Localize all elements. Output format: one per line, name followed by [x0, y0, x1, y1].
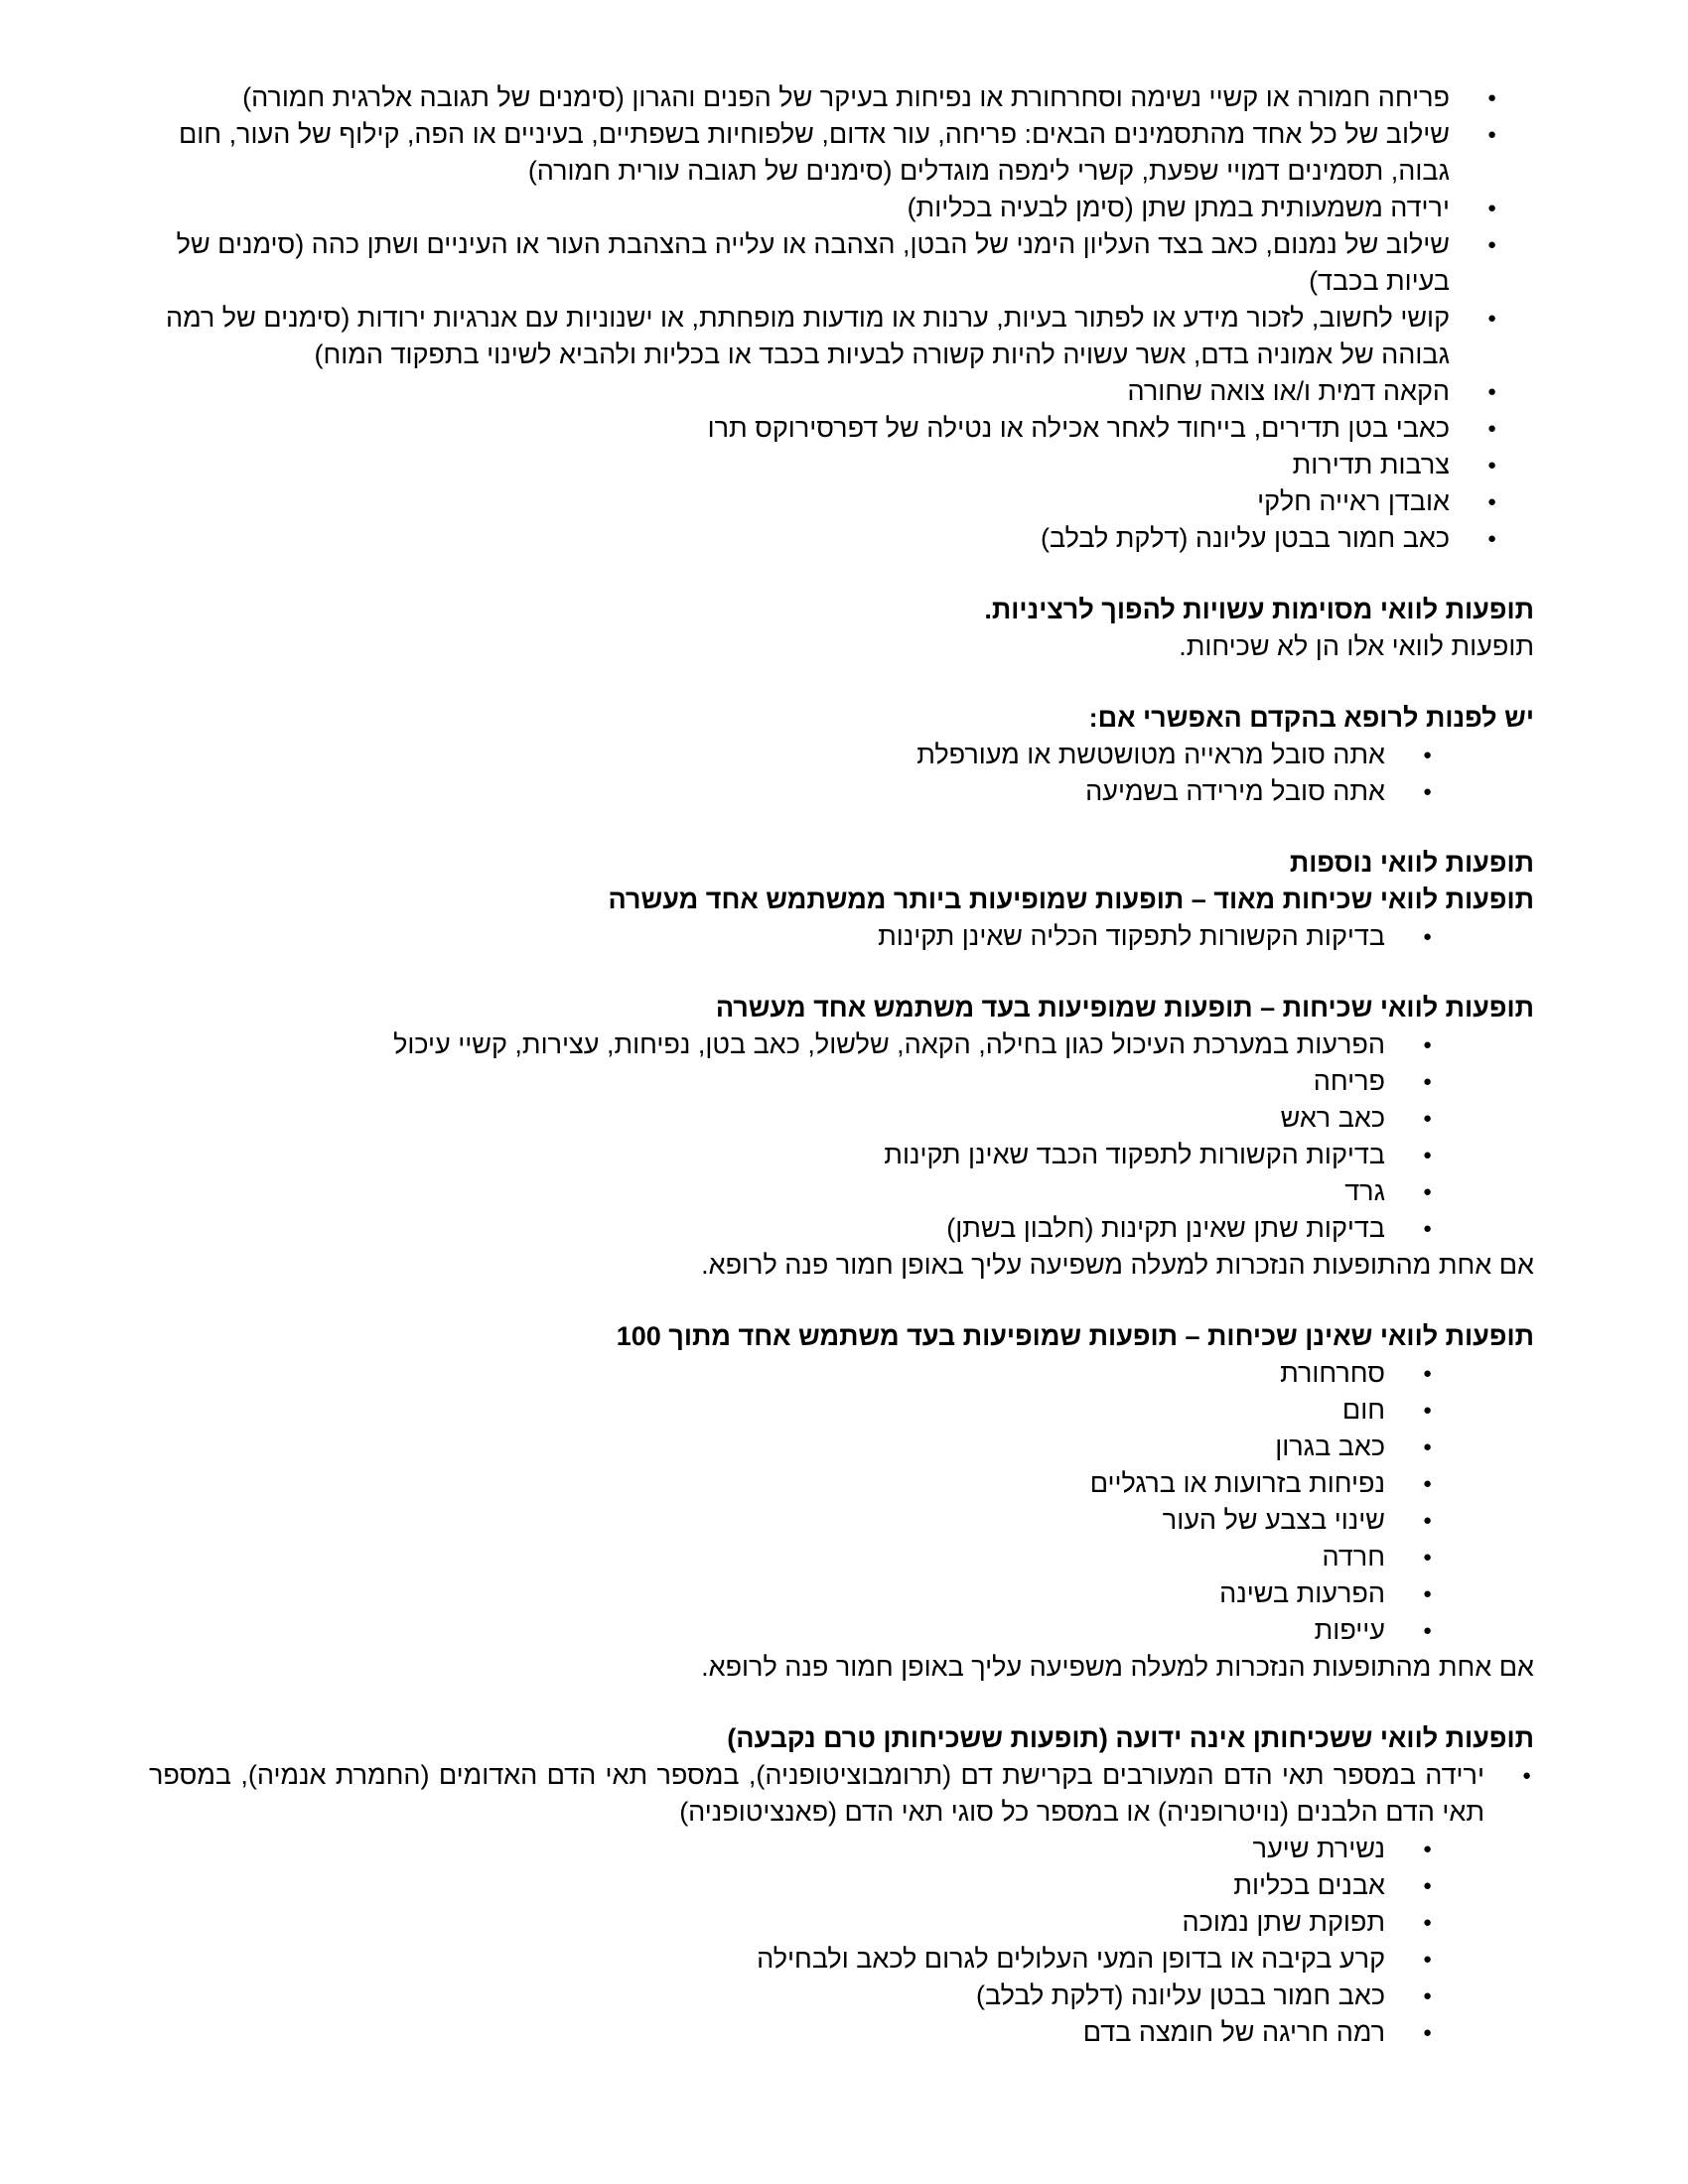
- list-item: ● אבנים בכליות: [149, 1867, 1435, 1904]
- list-item: ● תפוקת שתן נמוכה: [149, 1904, 1435, 1941]
- list-item: ● צרבות תדירות: [149, 447, 1499, 483]
- list-item: ● אובדן ראייה חלקי: [149, 483, 1499, 520]
- list-item: ● בדיקות שתן שאינן תקינות (חלבון בשתן): [149, 1210, 1435, 1247]
- list-item: ● פריחה חמורה או קשיי נשימה וסחרחורת או נפיחות בעיקר של הפנים והגרון (סימנים של תגובה אלרגית חמורה): [149, 79, 1499, 116]
- list-item: ● שילוב של כל אחד מהתסמינים הבאים: פריחה, עור אדום, שלפוחיות בשפתיים, בעיניים או הפה, קילוף של העור, חום גבוה, תסמינים דמויי שפעת, קשרי לימפה מוגדלים (סימנים של תגובה עורית חמורה): [149, 116, 1499, 190]
- list-item: ● גרד: [149, 1173, 1435, 1210]
- list-item: ● כאבי בטן תדירים, בייחוד לאחר אכילה או נטילה של דפרסירוקס תרו: [149, 410, 1499, 447]
- list-item: ● אתה סובל מראייה מטושטשת או מעורפלת: [149, 737, 1435, 773]
- section-note: אם אחת מהתופעות הנזכרות למעלה משפיעה עליך באופן חמור פנה לרופא.: [701, 1652, 1534, 1682]
- list-item: ● סחרחורת: [149, 1355, 1435, 1392]
- section-note: אם אחת מהתופעות הנזכרות למעלה משפיעה עליך באופן חמור פנה לרופא.: [701, 1250, 1534, 1280]
- very-common-list: [149, 918, 1534, 955]
- list-item: ● חרדה: [149, 1539, 1435, 1575]
- consult-doctor-list: [149, 737, 1534, 810]
- serious-side-effects-list: [149, 79, 1549, 557]
- unknown-frequency-list: [149, 1757, 1534, 1831]
- uncommon-list: [149, 1355, 1534, 1649]
- list-item: ● בדיקות הקשורות לתפקוד הכליה שאינן תקינות: [149, 918, 1435, 955]
- list-item: ● כאב ראש: [149, 1100, 1435, 1137]
- document-page: [149, 79, 1534, 2051]
- list-item: ● כאב חמור בבטן עליונה (דלקת לבלב): [149, 520, 1499, 557]
- section-text: תופעות לוואי אלו הן לא שכיחות.: [1179, 631, 1534, 661]
- list-item: ● כאב חמור בבטן עליונה (דלקת לבלב): [149, 1978, 1435, 2014]
- list-item: ● קרע בקיבה או בדופן המעי העלולים לגרום לכאב ולבחילה: [149, 1941, 1435, 1978]
- section-heading: תופעות לוואי ששכיחותן אינה ידועה (תופעות ששכיחותן טרם נקבעה): [727, 1723, 1534, 1753]
- list-item: ● אתה סובל מירידה בשמיעה: [149, 773, 1435, 810]
- common-list: [149, 1026, 1534, 1247]
- section-subheading: תופעות לוואי שכיחות מאוד – תופעות שמופיעות ביותר ממשתמש אחד מעשרה: [608, 885, 1534, 914]
- list-item: ● פריחה: [149, 1063, 1435, 1100]
- list-item: ● נפיחות בזרועות או ברגליים: [149, 1465, 1435, 1502]
- list-item: ● קושי לחשוב, לזכור מידע או לפתור בעיות, ערנות או מודעות מופחתת, או ישנוניות עם אנרגיות ירודות (סימנים של רמה גבוהה של אמוניה בדם, אשר עשויה להיות קשורה לבעיות בכבד או בכליות ולהביא לשינוי בתפקוד המוח): [149, 300, 1499, 373]
- list-item: ● חום: [149, 1392, 1435, 1429]
- section-heading: תופעות לוואי שכיחות – תופעות שמופיעות בעד משתמש אחד מעשרה: [715, 993, 1534, 1023]
- list-item: ● הפרעות במערכת העיכול כגון בחילה, הקאה, שלשול, כאב בטן, נפיחות, עצירות, קשיי עיכול: [149, 1026, 1435, 1063]
- list-item: ● רמה חריגה של חומצה בדם: [149, 2014, 1435, 2051]
- list-item: ● בדיקות הקשורות לתפקוד הכבד שאינן תקינות: [149, 1137, 1435, 1173]
- list-item: ● נשירת שיער: [149, 1831, 1435, 1867]
- unknown-frequency-list-cont: [149, 1831, 1534, 2051]
- list-item: ● שילוב של נמנום, כאב בצד העליון הימני של הבטן, הצהבה או עלייה בהצהבת העור או העיניים ושתן כהה (סימנים של בעיות בכבד): [149, 226, 1499, 300]
- list-item: ● שינוי בצבע של העור: [149, 1502, 1435, 1539]
- section-heading: תופעות לוואי מסוימות עשויות להפוך לרציניות.: [984, 595, 1534, 624]
- list-item: ● הקאה דמית ו/או צואה שחורה: [149, 373, 1499, 410]
- list-item: ● עייפות: [149, 1612, 1435, 1649]
- section-heading: תופעות לוואי שאינן שכיחות – תופעות שמופיעות בעד משתמש אחד מתוך 100: [616, 1321, 1534, 1351]
- list-item: ● הפרעות בשינה: [149, 1575, 1435, 1612]
- list-item: ● ירידה במספר תאי הדם המעורבים בקרישת דם (תרומבוציטופניה), במספר תאי הדם האדומים (החמרת אנמיה), במספר תאי הדם הלבנים (נויטרופניה) או במספר כל סוגי תאי הדם (פאנציטופניה): [149, 1757, 1534, 1831]
- list-item: ● ירידה משמעותית במתן שתן (סימן לבעיה בכליות): [149, 190, 1499, 226]
- section-heading: תופעות לוואי נוספות: [1289, 848, 1534, 878]
- list-item: ● כאב בגרון: [149, 1429, 1435, 1465]
- section-heading: יש לפנות לרופא בהקדם האפשרי אם:: [1088, 703, 1534, 733]
